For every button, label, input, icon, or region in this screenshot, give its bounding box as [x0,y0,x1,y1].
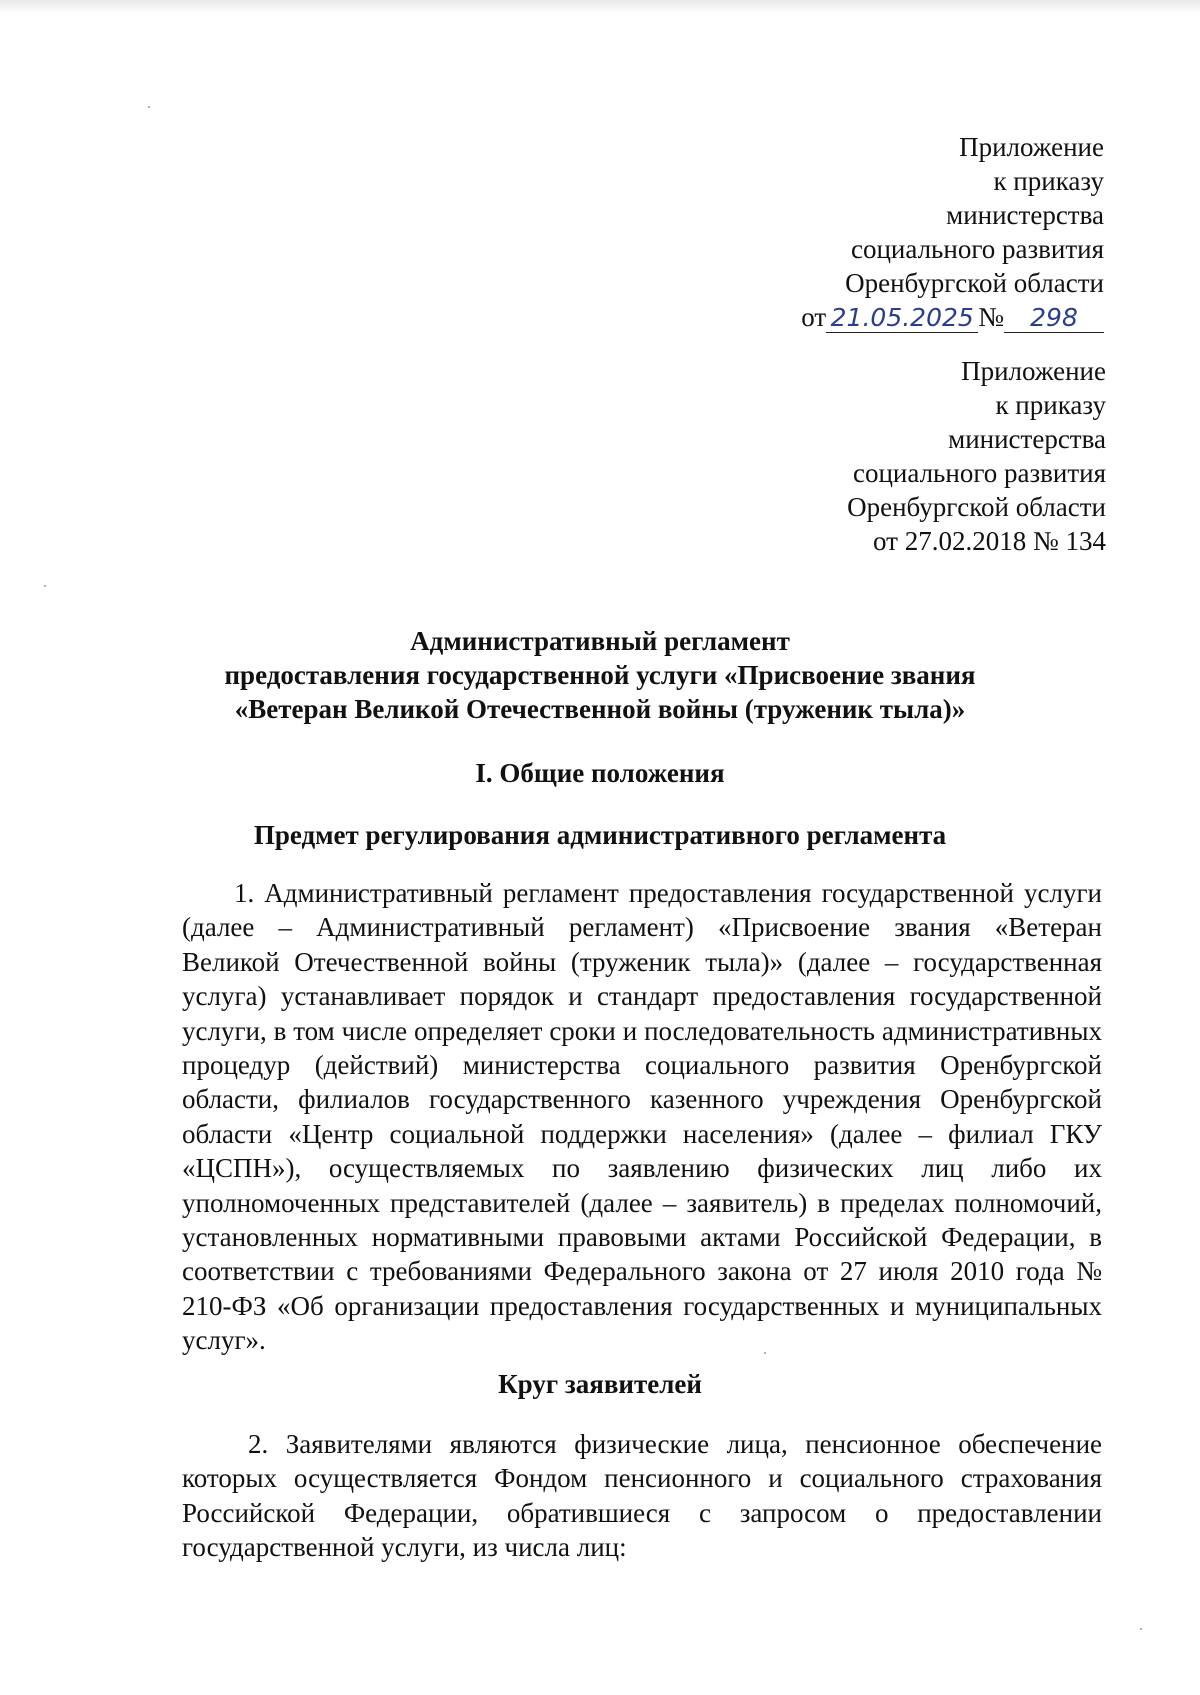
scan-edge-shadow [0,0,1200,14]
approval-line: социального развития [852,458,1106,488]
document-title [0,624,1200,726]
approval-line: к приказу [995,390,1106,420]
paragraph-2: 2. Заявителями являются физические лица, пенсионное обеспечение которых осуществляется Фондом пенсионного и социального страхования Российской Федерации, обратившиеся с запросом о предоставлении государственной услуги, из числа лиц: [182,1429,1102,1563]
approval-line: Приложение [961,356,1106,386]
title-line: предоставления государственной услуги «Присвоение звания [224,660,976,690]
paragraph-1: 1. Административный регламент предоставления государственной услуги (далее – Административный регламент) «Присвоение звания «Ветеран Великой Отечественной войны (труженик тыла)» (далее – государственная услуга) устанавливает порядок и стандарт предоставления государственной услуги, в том числе определяет сроки и последовательность административных процедур (действий) министерства социального развития Оренбургской области, филиалов государственного казенного учреждения Оренбургской области «Центр социальной поддержки населения» (далее – филиал ГКУ «ЦСПН»), осуществляемых по заявлению физических лиц либо их уполномоченных представителей (далее – заявитель) в пределах полномочий, установленных нормативными правовыми актами Российской Федерации, в соответствии с требованиями Федерального закона от 27 июля 2010 года № 210-ФЗ «Об организации предоставления государственных и муниципальных услуг». [182,878,1102,1356]
title-line: Административный регламент [410,626,790,656]
approval-line: Оренбургской области [845,268,1104,298]
approval-line: министерства [948,424,1106,454]
approval-block-current [801,130,1104,334]
approval-line: министерства [946,200,1104,230]
scan-speck [764,1352,766,1354]
approval-block-original [847,354,1106,558]
approval-date-line [801,300,1104,334]
scan-speck [148,106,150,108]
subheading-subject: Предмет регулирования административного регламента [253,820,947,850]
approval-line: социального развития [850,234,1104,264]
date-prefix: от [801,302,827,332]
scan-speck [44,585,46,587]
approval-line: Приложение [959,132,1104,162]
approval-line: от 27.02.2018 № 134 [873,526,1106,556]
subheading-applicants: Круг заявителей [498,1369,702,1399]
number-sign: № [978,302,1004,332]
scan-speck [1140,1628,1142,1630]
handwritten-date: 21.05.2025 [826,304,978,333]
section-heading: I. Общие положения [475,758,725,788]
approval-line: к приказу [993,166,1104,196]
approval-line: Оренбургской области [847,492,1106,522]
title-line: «Ветеран Великой Отечественной войны (труженик тыла)» [234,694,966,724]
handwritten-number: 298 [1004,304,1104,333]
